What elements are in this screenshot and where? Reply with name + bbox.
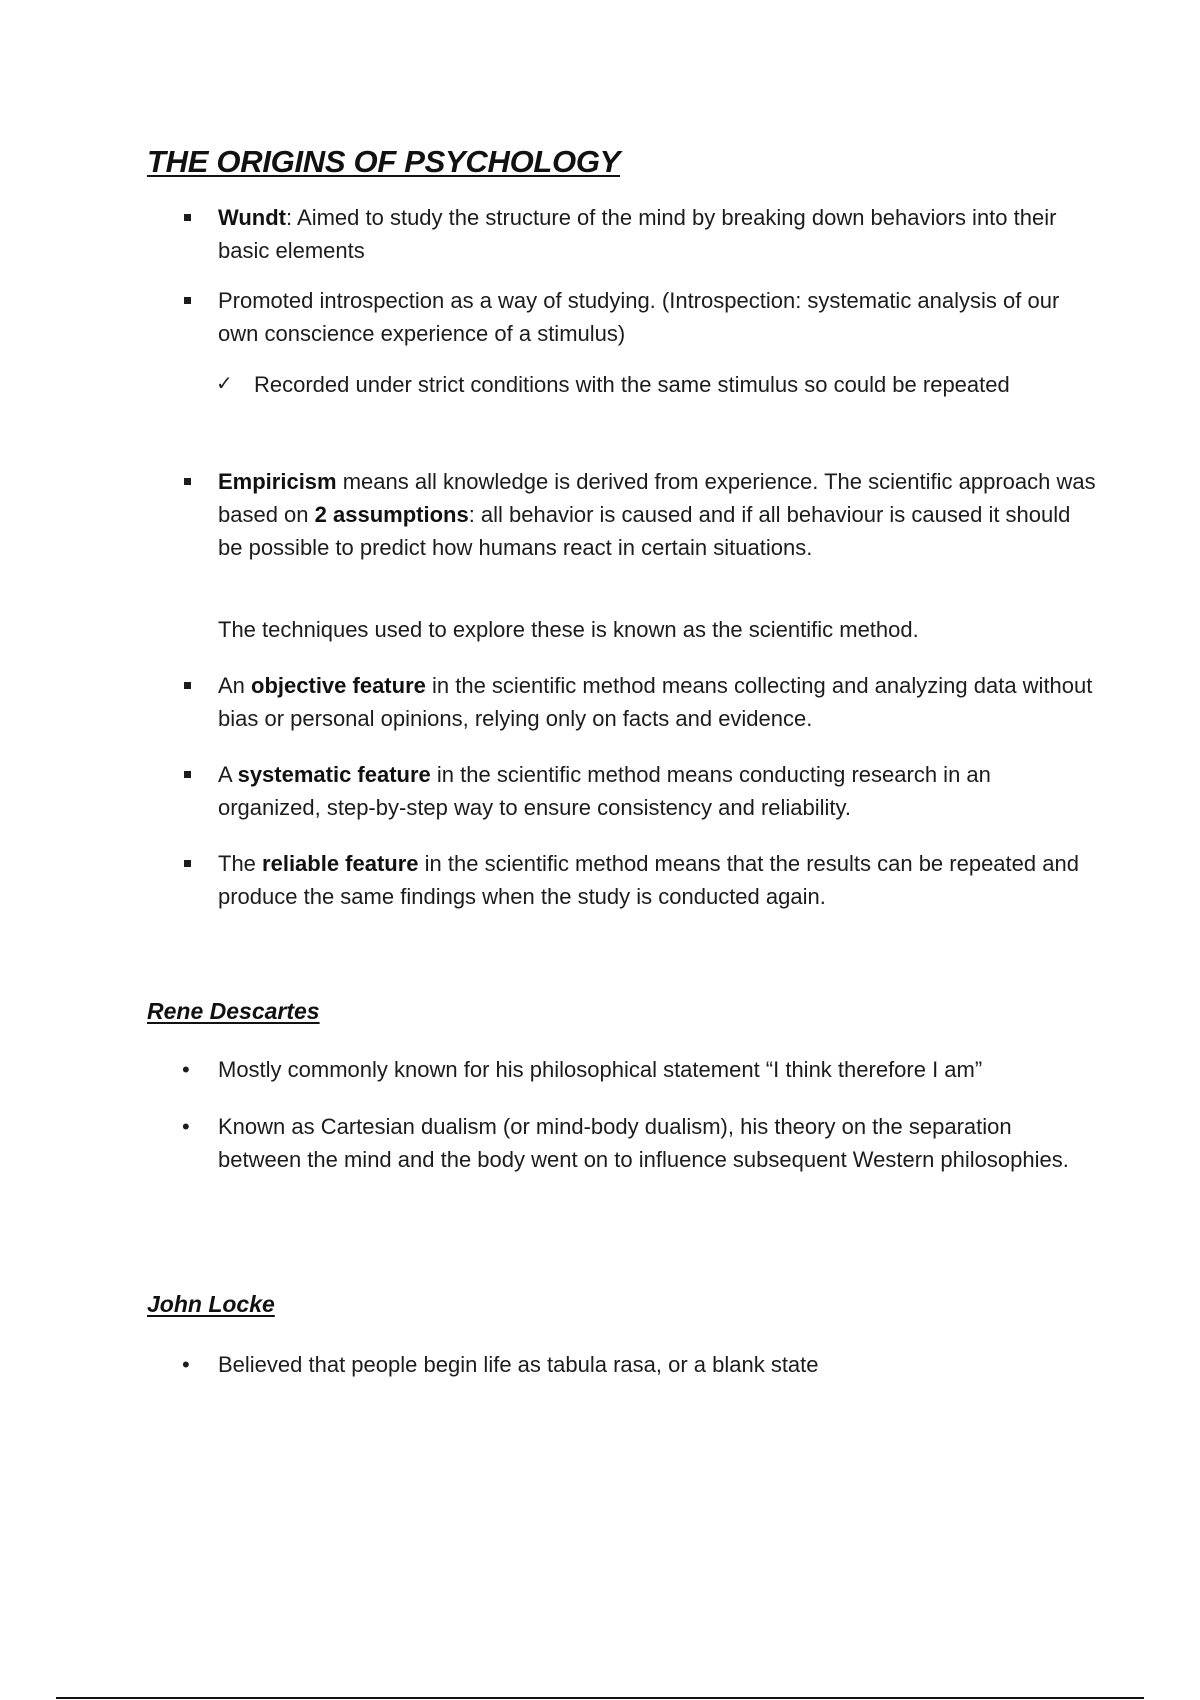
empiricism-text-2: : all behavior is caused and if all behaviour is caused it should be possible to predict how humans react in certain situations. [218, 502, 1071, 560]
empiricism-text-1: means all knowledge is derived from experience. The scientific approach was based on [218, 469, 1096, 527]
descartes-bullet-1: Mostly commonly known for his philosophical statement “I think therefore I am” [218, 1057, 983, 1082]
section-heading-descartes: Rene Descartes [147, 998, 320, 1024]
objective-text: in the scientific method means collecting and analyzing data without bias or personal opinions, relying only on facts and evidence. [218, 673, 1093, 731]
square-bullet-icon [184, 478, 191, 485]
reliable-pre: The [218, 851, 263, 876]
objective-pre: An [218, 673, 252, 698]
recorded-text: Recorded under strict conditions with the same stimulus so could be repeated [254, 372, 1010, 397]
dot-bullet-icon: • [182, 1352, 190, 1377]
square-bullet-icon [184, 682, 191, 689]
dot-bullet-icon: • [182, 1057, 190, 1082]
list-item-systematic [218, 758, 1098, 824]
list-item-reliable [218, 847, 1098, 913]
term-systematic-feature: systematic feature [237, 762, 431, 787]
systematic-text: in the scientific method means conducting research in an organized, step-by-step way to ensure consistency and reliability. [218, 762, 991, 820]
list-item-empiricism [218, 465, 1098, 564]
list-item-locke-1 [182, 1348, 1098, 1381]
list-item-wundt [218, 201, 1098, 267]
list-item-objective [218, 669, 1098, 735]
square-bullet-icon [184, 860, 191, 867]
descartes-bullet-2: Known as Cartesian dualism (or mind-body dualism), his theory on the separation between the mind and the body went on to influence subsequent Western philosophies. [218, 1114, 1069, 1172]
term-objective-feature: objective feature [251, 673, 426, 698]
reliable-text: in the scientific method means that the results can be repeated and produce the same findings when the study is conducted again. [218, 851, 1079, 909]
term-reliable-feature: reliable feature [262, 851, 419, 876]
page-title: THE ORIGINS OF PSYCHOLOGY [147, 144, 621, 179]
introspection-text: Promoted introspection as a way of studying. (Introspection: systematic analysis of our own conscience experience of a stimulus) [218, 288, 1060, 346]
locke-bullet-1: Believed that people begin life as tabula rasa, or a blank state [218, 1352, 819, 1377]
term-empiricism: Empiricism [218, 469, 337, 494]
term-assumptions: 2 assumptions [314, 502, 469, 527]
section-heading-locke: John Locke [147, 1291, 275, 1317]
dot-bullet-icon: • [182, 1114, 190, 1139]
footer-divider [56, 1697, 1144, 1699]
square-bullet-icon [184, 771, 191, 778]
list-item-descartes-1 [182, 1053, 1098, 1086]
list-item-descartes-2 [182, 1110, 1098, 1176]
list-item-introspection [218, 284, 1098, 350]
systematic-pre: A [218, 762, 238, 787]
check-item-recorded [218, 368, 1098, 401]
square-bullet-icon [184, 214, 191, 221]
checkmark-icon: ✓ [216, 373, 233, 395]
wundt-text: : Aimed to study the structure of the mind by breaking down behaviors into their basic elements [218, 205, 1057, 263]
techniques-paragraph: The techniques used to explore these is known as the scientific method. [218, 617, 919, 642]
square-bullet-icon [184, 297, 191, 304]
term-wundt: Wundt [218, 205, 287, 230]
